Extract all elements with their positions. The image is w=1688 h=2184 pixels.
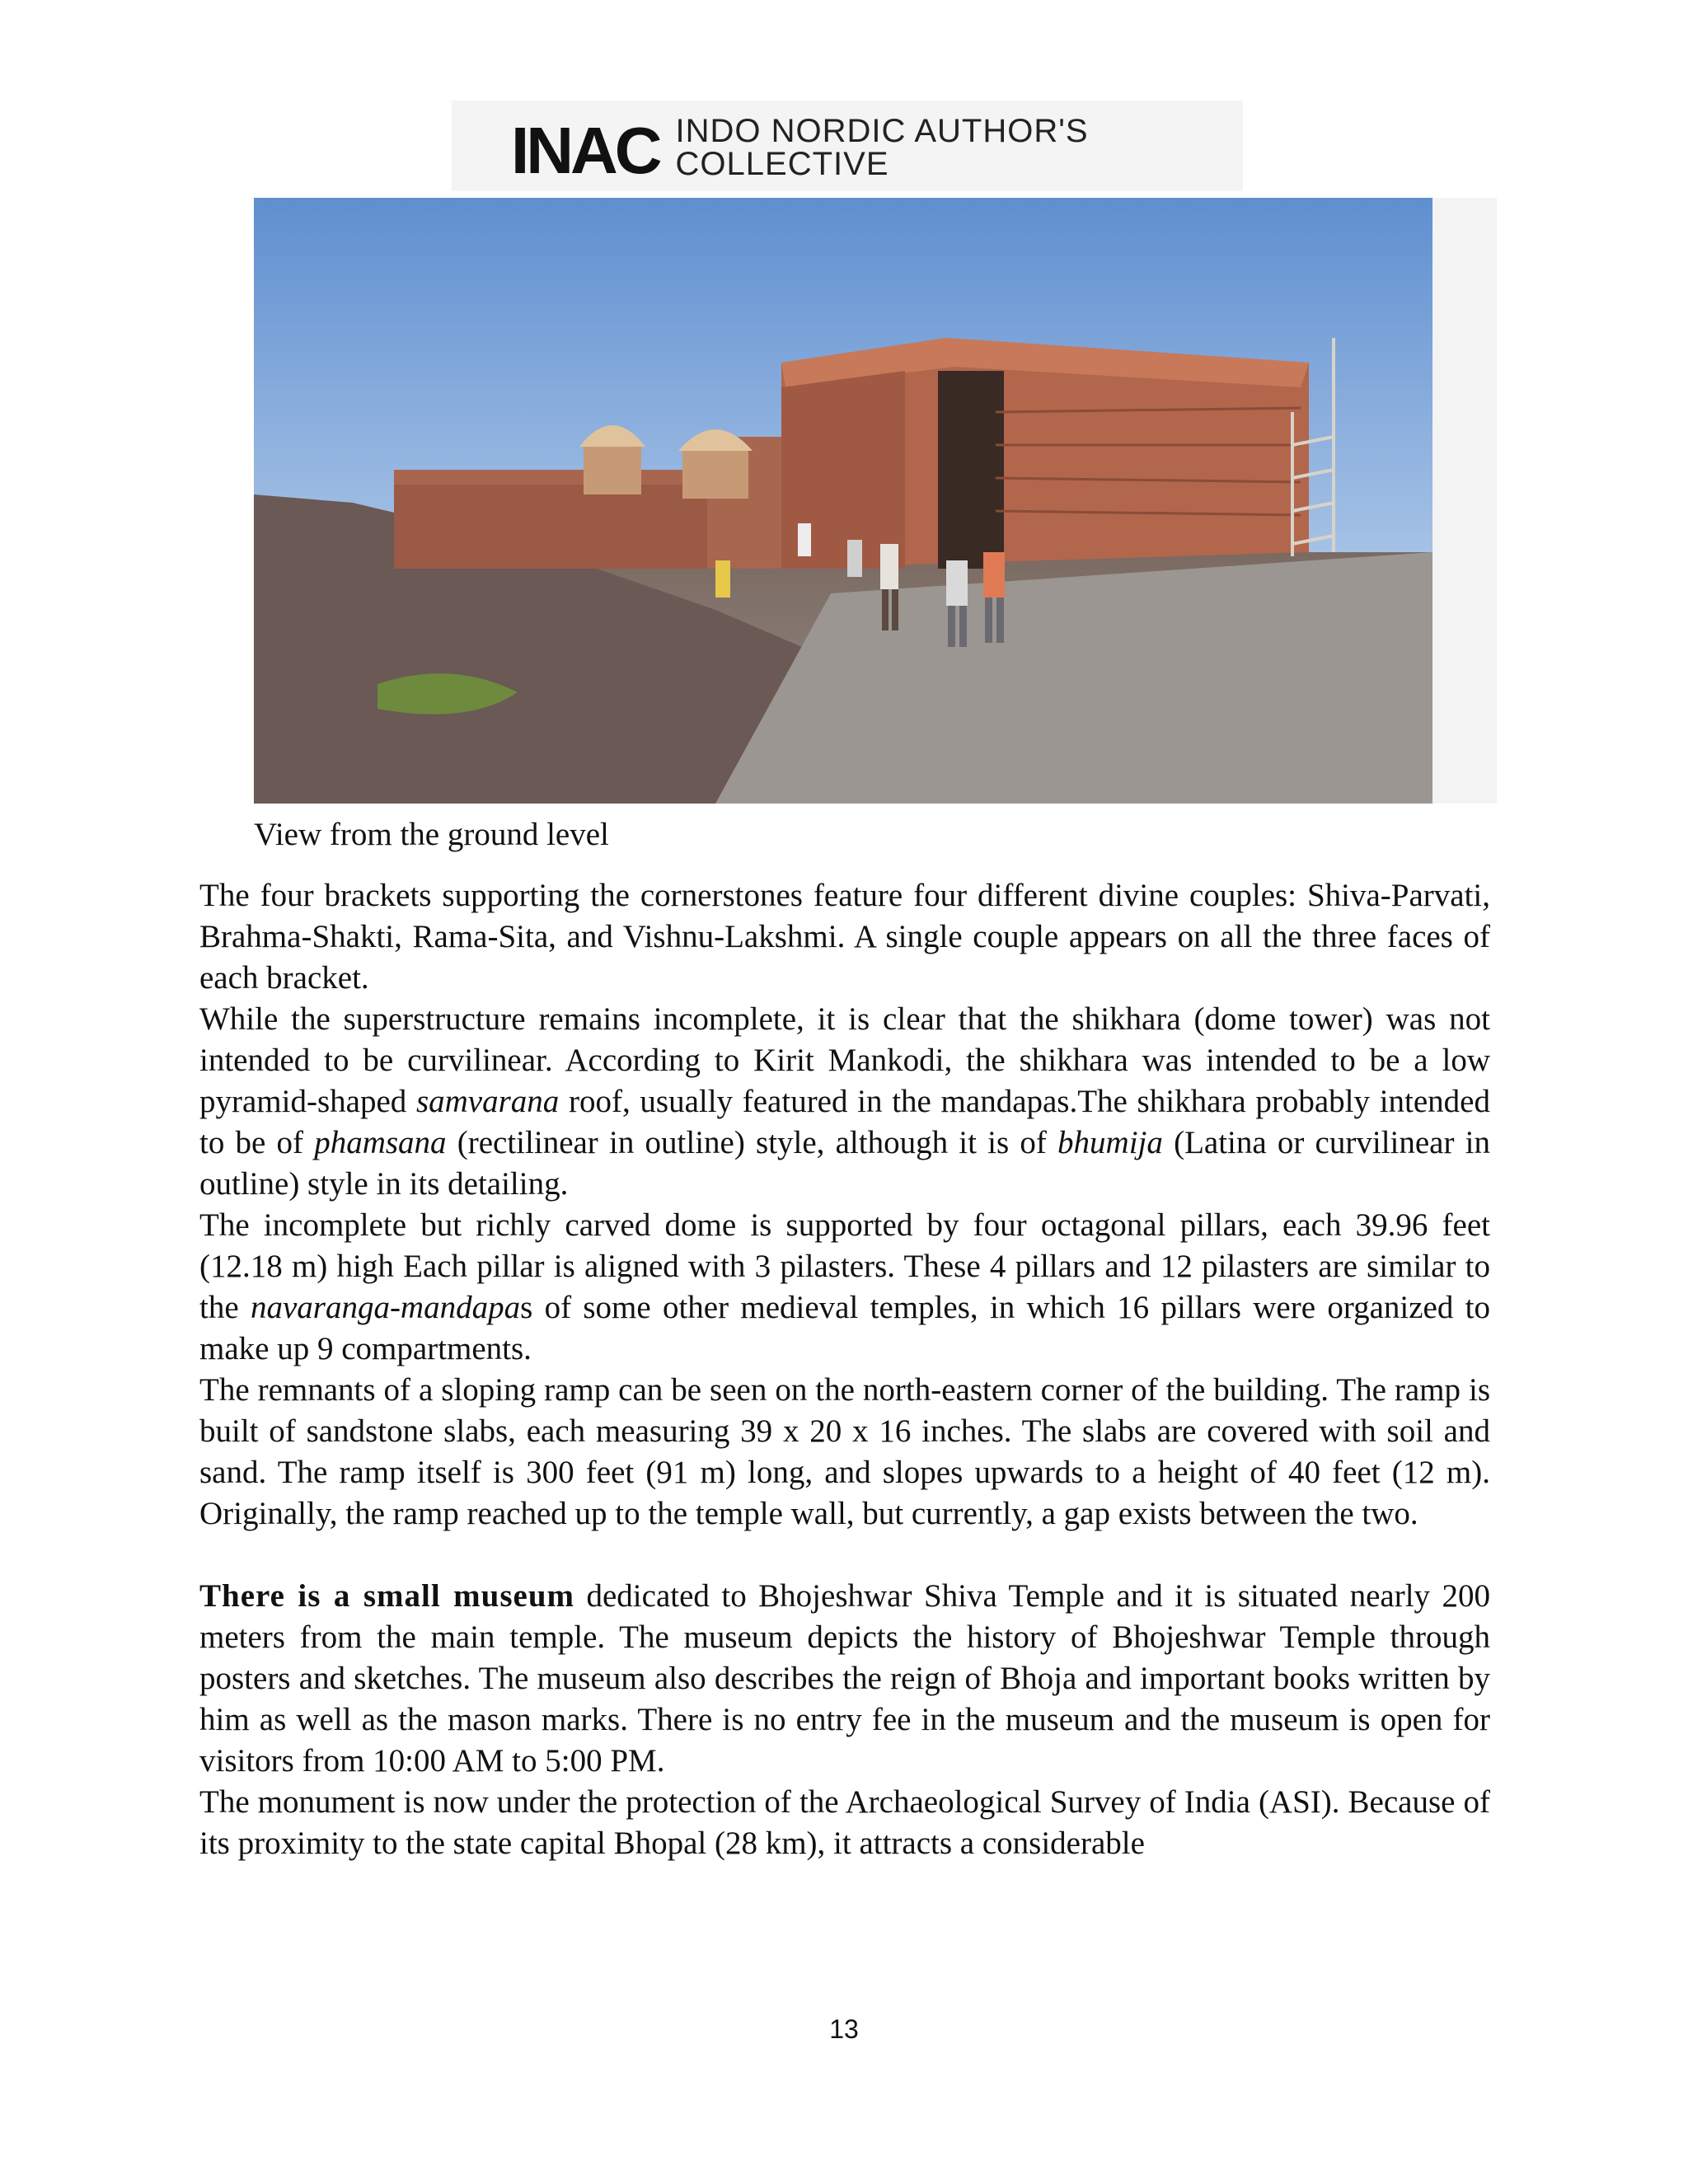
text-run: The incomplete but richly carved dome is supported by four octagonal pillars, each 39.96 feet (12.18 m) high Each pillar is aligned with 3 pilasters. These 4 pillars and 12 pilasters are similar to the (199, 1207, 1490, 1325)
body-text (199, 875, 1490, 1864)
temple-photo (254, 198, 1497, 804)
text-run: (rectilinear in outline) style, although it is of (446, 1125, 1058, 1160)
paragraph-dome (199, 1205, 1490, 1370)
term-phamsana: phamsana (314, 1125, 447, 1160)
paragraph-gap (199, 1535, 1490, 1576)
text-run: While the superstructure remains incomplete, it is clear that the shikhara (dome tower) was not intended to be curvilinear. According to Kirit Mankodi, the shikhara was intended to be a low pyramid-shaped (199, 1001, 1490, 1119)
text-run: dedicated to Bhojeshwar Shiva Temple and it is situated nearly 200 meters from the main temple. The museum depicts the history of Bhojeshwar Temple through posters and sketches. The museum also describes the reign of Bhoja and important books written by him as well as the mason marks. There is no entry fee in the museum and the museum is open for visitors from 10:00 AM to 5:00 PM. (199, 1578, 1491, 1779)
logo-mark: INAC (511, 114, 659, 187)
museum-heading: There is a small museum (199, 1578, 575, 1614)
paragraph-asi: The monument is now under the protection of the Archaeological Survey of India (ASI). Because of its proximity to the state capital Bhopal (28 km), it attracts a considerable (199, 1784, 1490, 1861)
logo-name: INDO NORDIC AUTHOR'S COLLECTIVE (675, 113, 1089, 182)
term-samvarana: samvarana (415, 1084, 560, 1119)
paragraph-brackets: The four brackets supporting the cornerstones feature four different divine couples: Shiva-Parvati, Brahma-Shakti, Rama-Sita, and Vishnu-Lakshmi. A single couple appears on all the three faces of each bracket. (199, 878, 1490, 996)
paragraph-shikhara (199, 999, 1490, 1205)
text-run: (Latina or curvilinear in outline) style in its detailing. (199, 1125, 1490, 1202)
publisher-header (452, 101, 1243, 191)
text-run: s of some other medieval temples, in which 16 pillars were organized to make up 9 compartments. (199, 1290, 1490, 1366)
term-navaranga-mandapa: navaranga-mandapa (250, 1290, 521, 1325)
paragraph-ramp: The remnants of a sloping ramp can be seen on the north-eastern corner of the building. The ramp is built of sandstone slabs, each measuring 39 x 20 x 16 inches. The slabs are covered with soil and sand. The ramp itself is 300 feet (91 m) long, and slopes upwards to a height of 40 feet (12 m). Originally, the ramp reached up to the temple wall, but currently, a gap exists between the two. (199, 1372, 1490, 1531)
text-run: roof, usually featured in the mandapas.The shikhara probably intended to be of (199, 1084, 1490, 1160)
term-bhumija: bhumija (1057, 1125, 1163, 1160)
paragraph-museum (199, 1576, 1490, 1782)
page-number: 13 (829, 2014, 859, 2044)
photo-caption: View from the ground level (254, 817, 609, 852)
inac-logo (511, 113, 1243, 187)
